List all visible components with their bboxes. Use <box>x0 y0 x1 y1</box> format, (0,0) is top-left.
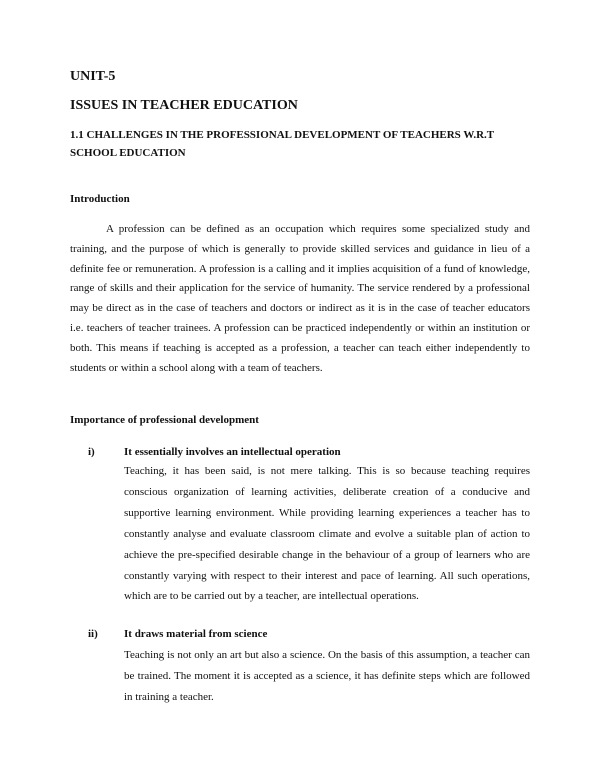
list-item-title: It draws material from science <box>124 628 268 640</box>
list-item-number: ii) <box>88 628 98 640</box>
importance-heading: Importance of professional development <box>70 414 259 426</box>
list-item-number: i) <box>88 446 95 458</box>
unit-label: UNIT-5 <box>70 69 116 84</box>
introduction-paragraph: A profession can be defined as an occupation which requires some specialized study and training, and the purpose of which is generally to provide skilled services and guidance in lieu of a definite fee or remuneration. A profession is a calling and it implies acquisition of a fund of knowledge, range of skills and their application for the service of humanity. The service rendered by a professional may be direct as in the case of teachers and doctors or indirect as it is in the case of teacher educators i.e. teachers of teacher trainees. A profession can be practiced independently or within an institution or both. This means if teaching is accepted as a profession, a teacher can teach either independently to students or within a school along with a team of teachers. <box>70 223 530 374</box>
list-item-body: Teaching is not only an art but also a science. On the basis of this assumption, a teacher can be trained. The moment it is accepted as a science, it has definite steps which are followed in training a teacher. <box>124 649 530 703</box>
introduction-heading: Introduction <box>70 193 130 205</box>
document-title: ISSUES IN TEACHER EDUCATION <box>70 98 298 113</box>
list-item-body: Teaching, it has been said, is not mere talking. This is so because teaching requires conscious organization of learning activities, deliberate creation of a conducive and supportive learning environment. While providing learning experiences a teacher has to constantly analyse and evaluate classroom climate and evolve a suitable plan of action to achieve the pre-specified desirable change in the behaviour of a group of learners who are constantly varying with respect to their interest and pace of learning. All such operations, which are to be carried out by a teacher, are intellectual operations. <box>124 465 530 603</box>
list-item-title: It essentially involves an intellectual operation <box>124 446 341 458</box>
section-heading: 1.1 CHALLENGES IN THE PROFESSIONAL DEVELOPMENT OF TEACHERS W.R.T SCHOOL EDUCATION <box>70 129 494 159</box>
